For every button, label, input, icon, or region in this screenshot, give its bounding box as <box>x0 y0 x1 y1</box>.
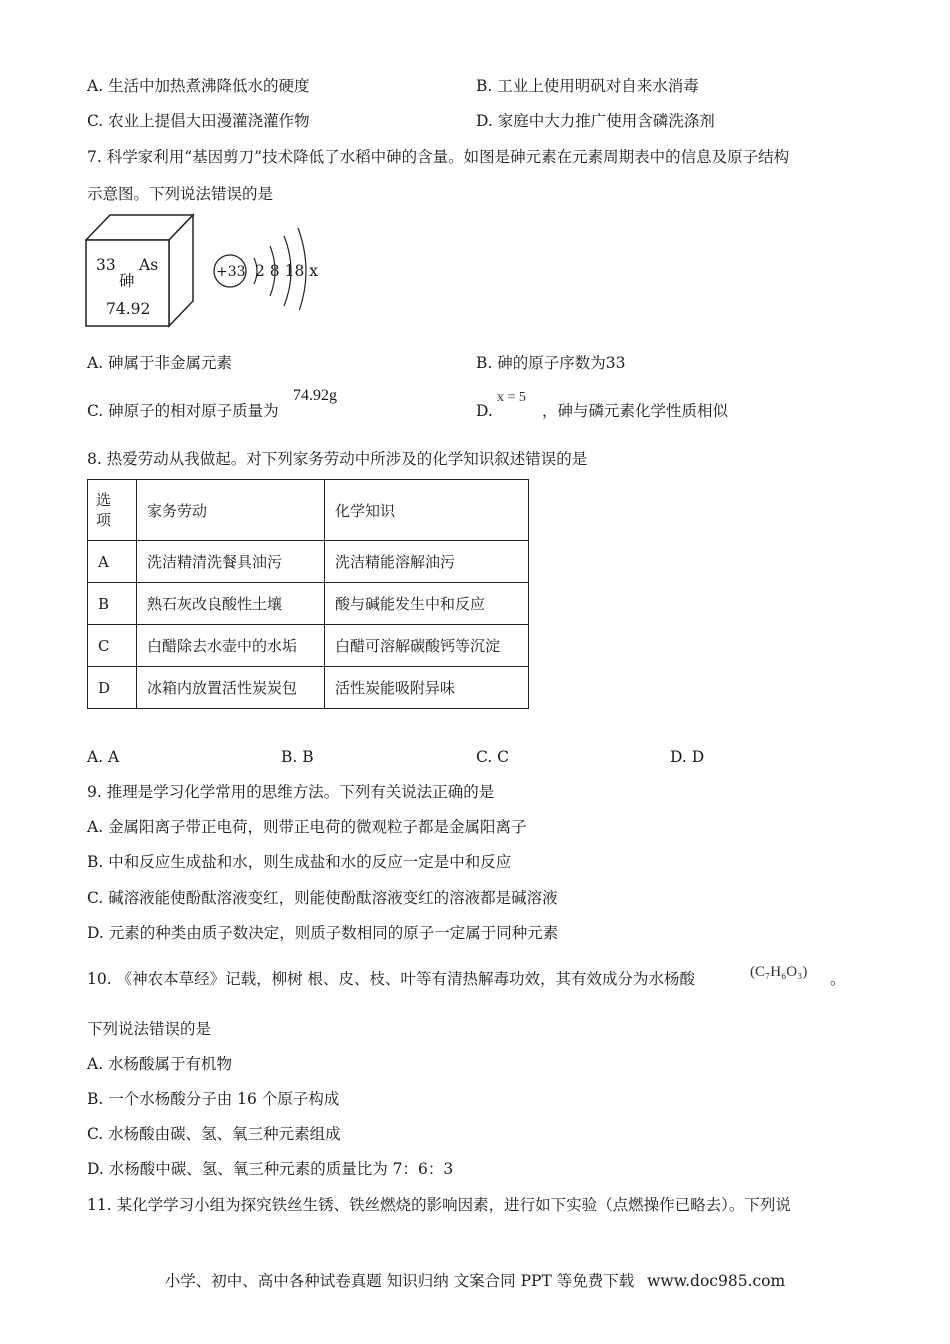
q6-option-c: C. 农业上提倡大田漫灌浇灌作物 <box>87 112 310 130</box>
q7-stem-line1: 7. 科学家利用“基因剪刀”技术降低了水稻中砷的含量。如图是砷元素在元素周期表中的信息及原子结构 <box>87 148 790 166</box>
table-cell: 洗洁精清洗餐具油污 <box>137 541 325 583</box>
table-row <box>88 625 529 667</box>
q10-formula-text: C₇H₆O₃ <box>755 964 803 980</box>
table-row <box>88 541 529 583</box>
element-mass: 74.92 <box>106 300 151 318</box>
footer-text: 小学、初中、高中各种试卷真题 知识归纳 文案合同 PPT 等免费下载 <box>164 1272 635 1290</box>
q7-option-d-formula: x = 5 <box>497 390 526 405</box>
q8-option-d: D. D <box>670 748 705 766</box>
q9-option-b: B. 中和反应生成盐和水，则生成盐和水的反应一定是中和反应 <box>87 853 512 871</box>
q10-stem: 10. 《神农本草经》记载，柳树 根、皮、枝、叶等有清热解毒功效，其有效成分为水杨酸 <box>87 970 696 988</box>
q8-table <box>87 479 529 709</box>
q7-option-a: A. 砷属于非金属元素 <box>87 354 233 372</box>
q7-option-d-text: ，砷与磷元素化学性质相似 <box>542 402 729 420</box>
table-cell: 白醋除去水壶中的水垢 <box>137 625 325 667</box>
q9-stem: 9. 推理是学习化学常用的思维方法。下列有关说法正确的是 <box>87 783 495 801</box>
q10-option-b: B. 一个水杨酸分子由 16 个原子构成 <box>87 1090 340 1108</box>
table-header-option: 选项 <box>88 480 137 541</box>
atom-shell-electrons: 2 8 18 x <box>255 262 318 280</box>
table-header-row <box>88 480 529 541</box>
q10-option-a: A. 水杨酸属于有机物 <box>87 1055 233 1073</box>
element-symbol: As <box>139 256 159 274</box>
table-cell: 熟石灰改良酸性土壤 <box>137 583 325 625</box>
q8-option-b: B. B <box>281 748 314 766</box>
q9-option-c: C. 碱溶液能使酚酞溶液变红，则能使酚酞溶液变红的溶液都是碱溶液 <box>87 889 558 907</box>
table-header-chore: 家务劳动 <box>137 480 325 541</box>
q10-stem-line2: 下列说法错误的是 <box>87 1020 212 1038</box>
table-cell: 冰箱内放置活性炭炭包 <box>137 667 325 709</box>
q10-stem-end: 。 <box>830 970 846 988</box>
table-cell: 白醋可溶解碳酸钙等沉淀 <box>325 625 529 667</box>
q8-option-c: C. C <box>476 748 510 766</box>
element-number: 33 <box>96 256 116 274</box>
element-name: 砷 <box>119 272 135 290</box>
q6-option-b: B. 工业上使用明矾对自来水消毒 <box>476 77 699 95</box>
q9-option-d: D. 元素的种类由质子数决定，则质子数相同的原子一定属于同种元素 <box>87 924 559 942</box>
q10-option-c: C. 水杨酸由碳、氢、氧三种元素组成 <box>87 1125 341 1143</box>
q6-option-a: A. 生活中加热煮沸降低水的硬度 <box>87 77 310 95</box>
table-cell: A <box>88 541 137 583</box>
atom-nucleus-charge: +33 <box>216 264 246 280</box>
table-header-knowledge: 化学知识 <box>325 480 529 541</box>
q10-option-d: D. 水杨酸中碳、氢、氧三种元素的质量比为 7：6：3 <box>87 1160 454 1178</box>
page-footer <box>0 1269 950 1291</box>
table-cell: 洗洁精能溶解油污 <box>325 541 529 583</box>
q10-formula: (C₇H₆O₃) <box>750 964 808 980</box>
q11-stem: 11. 某化学学习小组为探究铁丝生锈、铁丝燃烧的影响因素，进行如下实验（点燃操作已略去）。下列说 <box>87 1196 791 1214</box>
table-row <box>88 583 529 625</box>
q8-option-a: A. A <box>87 748 120 766</box>
q7-option-d-label: D. <box>476 402 493 420</box>
table-cell: 活性炭能吸附异味 <box>325 667 529 709</box>
q7-option-c: C. 砷原子的相对原子质量为 <box>87 402 279 420</box>
q7-option-b: B. 砷的原子序数为33 <box>476 354 626 372</box>
table-row <box>88 667 529 709</box>
q8-stem: 8. 热爱劳动从我做起。对下列家务劳动中所涉及的化学知识叙述错误的是 <box>87 450 588 468</box>
table-cell: C <box>88 625 137 667</box>
table-cell: B <box>88 583 137 625</box>
footer-link[interactable]: www.doc985.com <box>647 1272 786 1290</box>
q6-option-d: D. 家庭中大力推广使用含磷洗涤剂 <box>476 112 715 130</box>
table-cell: D <box>88 667 137 709</box>
q9-option-a: A. 金属阳离子带正电荷，则带正电荷的微观粒子都是金属阳离子 <box>87 818 527 836</box>
q7-stem-line2: 示意图。下列说法错误的是 <box>87 185 274 203</box>
table-cell: 酸与碱能发生中和反应 <box>325 583 529 625</box>
q7-option-c-value: 74.92g <box>293 387 337 404</box>
